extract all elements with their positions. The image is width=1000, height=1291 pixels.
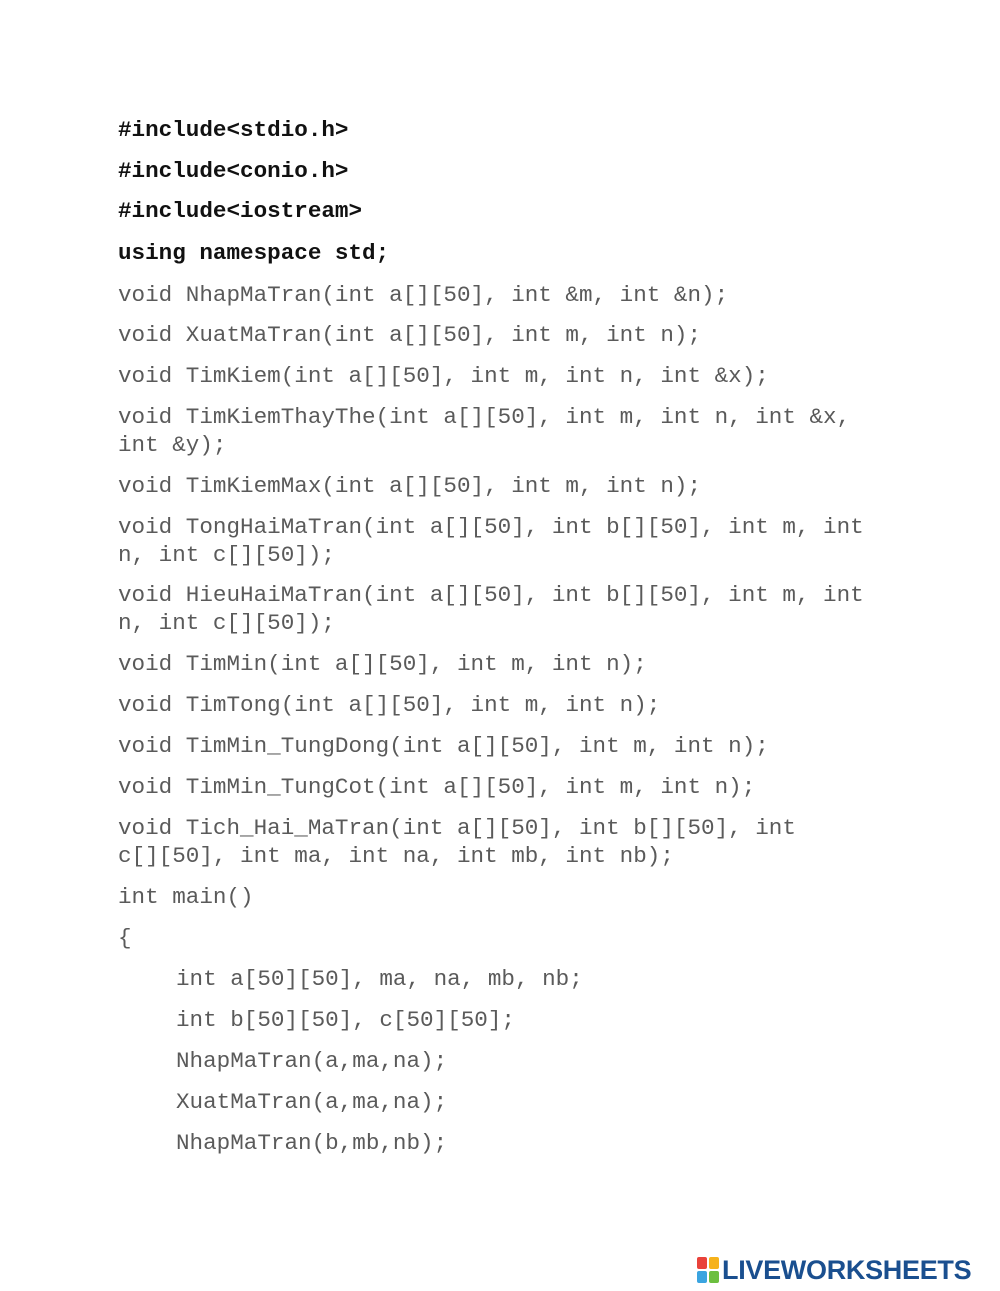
code-line-6: void XuatMaTran(int a[][50], int m, int n); bbox=[118, 322, 702, 348]
code-line-11: void TongHaiMaTran(int a[][50], int b[][50], int m, int bbox=[118, 514, 864, 540]
code-line-5: void NhapMaTran(int a[][50], int &m, int &n); bbox=[118, 282, 729, 308]
code-line-10: void TimKiemMax(int a[][50], int m, int n); bbox=[118, 473, 702, 499]
code-line-23: int a[50][50], ma, na, mb, nb; bbox=[176, 966, 583, 992]
liveworksheets-logo bbox=[697, 1256, 971, 1284]
code-line-24: int b[50][50], c[50][50]; bbox=[176, 1007, 515, 1033]
code-line-22: { bbox=[118, 925, 132, 951]
code-line-14: n, int c[][50]); bbox=[118, 610, 335, 636]
logo-text: LIVEWORKSHEETS bbox=[722, 1255, 972, 1285]
code-line-16: void TimTong(int a[][50], int m, int n); bbox=[118, 692, 661, 718]
code-line-9: int &y); bbox=[118, 432, 227, 458]
code-line-13: void HieuHaiMaTran(int a[][50], int b[][50], int m, int bbox=[118, 582, 864, 608]
code-line-18: void TimMin_TungCot(int a[][50], int m, int n); bbox=[118, 774, 756, 800]
code-line-1: #include<stdio.h> bbox=[118, 117, 349, 143]
code-line-27: NhapMaTran(b,mb,nb); bbox=[176, 1130, 448, 1156]
code-line-7: void TimKiem(int a[][50], int m, int n, int &x); bbox=[118, 363, 769, 389]
code-line-12: n, int c[][50]); bbox=[118, 542, 335, 568]
code-line-25: NhapMaTran(a,ma,na); bbox=[176, 1048, 448, 1074]
code-line-19: void Tich_Hai_MaTran(int a[][50], int b[][50], int bbox=[118, 815, 796, 841]
liveworksheets-mark-icon bbox=[697, 1257, 719, 1283]
code-line-20: c[][50], int ma, int na, int mb, int nb); bbox=[118, 843, 674, 869]
code-line-2: #include<conio.h> bbox=[118, 158, 349, 184]
code-line-15: void TimMin(int a[][50], int m, int n); bbox=[118, 651, 647, 677]
code-line-8: void TimKiemThayThe(int a[][50], int m, int n, int &x, bbox=[118, 404, 851, 430]
code-line-3: #include<iostream> bbox=[118, 198, 363, 224]
code-line-26: XuatMaTran(a,ma,na); bbox=[176, 1089, 448, 1115]
code-line-17: void TimMin_TungDong(int a[][50], int m, int n); bbox=[118, 733, 769, 759]
code-line-21: int main() bbox=[118, 884, 254, 910]
code-line-4: using namespace std; bbox=[118, 240, 390, 266]
